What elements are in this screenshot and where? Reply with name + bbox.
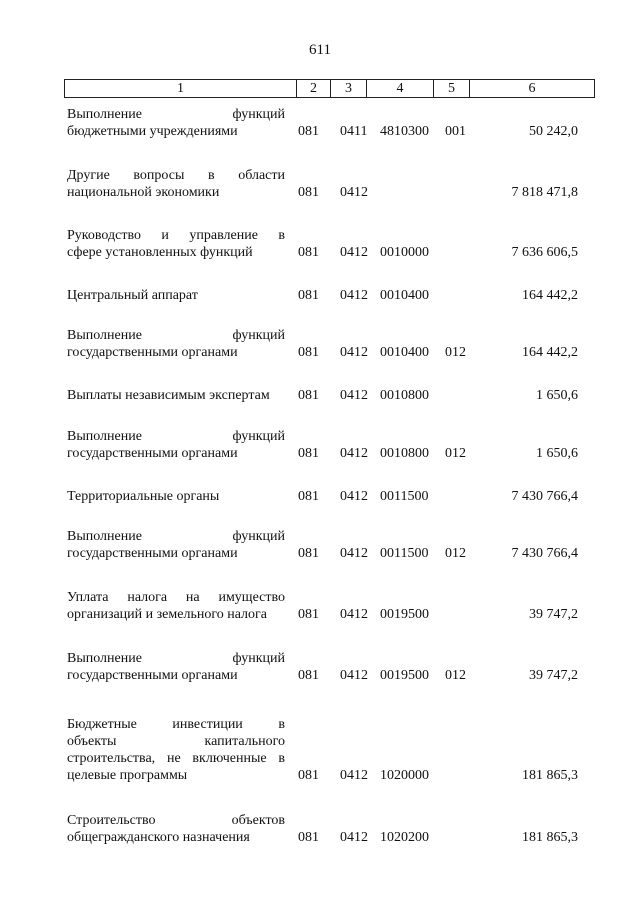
row-description-line: целевые программы [67,768,188,783]
row-description-line: Выполнение функций [67,328,285,343]
cell-col-4: 0019500 [380,668,429,683]
cell-col-2: 081 [298,288,319,303]
cell-col-2: 081 [298,607,319,622]
cell-col-4: 0010800 [380,446,429,461]
cell-col-6: 39 747,2 [529,668,578,683]
cell-col-4: 0010400 [380,345,429,360]
cell-col-5: 012 [445,345,466,360]
row-description [67,650,285,684]
row-description-line: Бюджетные инвестиции в [67,717,285,732]
cell-col-4: 1020200 [380,830,429,845]
cell-col-6: 7 430 766,4 [511,489,578,504]
cell-col-2: 081 [298,185,319,200]
row-description-line: государственными органами [67,446,238,461]
cell-col-3: 0412 [340,607,368,622]
header-col-3: 3 [330,80,366,97]
cell-col-2: 081 [298,345,319,360]
cell-col-3: 0412 [340,288,368,303]
cell-col-3: 0411 [340,124,368,139]
cell-col-5: 012 [445,668,466,683]
cell-col-2: 081 [298,546,319,561]
cell-col-4: 0019500 [380,607,429,622]
cell-col-3: 0412 [340,245,368,260]
cell-col-3: 0412 [340,768,368,783]
cell-col-6: 181 865,3 [522,768,578,783]
cell-col-6: 164 442,2 [522,288,578,303]
cell-col-4: 0010000 [380,245,429,260]
row-description [67,106,285,140]
header-col-1: 1 [177,81,184,96]
cell-col-3: 0412 [340,489,368,504]
row-description [67,528,285,562]
row-description [67,387,285,404]
row-description-line: национальной экономики [67,185,220,200]
header-col-6: 6 [469,80,594,97]
cell-col-6: 7 818 471,8 [511,185,578,200]
cell-col-6: 50 242,0 [529,124,578,139]
cell-col-4: 0011500 [380,546,429,561]
cell-col-6: 181 865,3 [522,830,578,845]
table-header [64,79,595,98]
row-description-line: организаций и земельного налога [67,607,267,622]
cell-col-5: 012 [445,446,466,461]
row-description [67,812,285,846]
row-description [67,428,285,462]
cell-col-6: 1 650,6 [536,388,578,403]
cell-col-3: 0412 [340,345,368,360]
row-description-line: Строительство объектов [67,813,285,828]
cell-col-4: 4810300 [380,124,429,139]
cell-col-3: 0412 [340,830,368,845]
cell-col-3: 0412 [340,668,368,683]
row-description [67,287,285,304]
row-description-line: государственными органами [67,345,238,360]
row-description-line: сфере установленных функций [67,245,253,260]
row-description-line: государственными органами [67,668,238,683]
cell-col-3: 0412 [340,446,368,461]
cell-col-2: 081 [298,668,319,683]
cell-col-2: 081 [298,446,319,461]
cell-col-2: 081 [298,768,319,783]
row-description-line: Территориальные органы [67,489,220,504]
header-col-2: 2 [296,80,330,97]
cell-col-3: 0412 [340,546,368,561]
row-description [67,167,285,201]
cell-col-3: 0412 [340,185,368,200]
cell-col-4: 0010400 [380,288,429,303]
row-description-line: Центральный аппарат [67,288,198,303]
row-description-line: строительства, не включенные в [67,751,285,766]
header-col-5: 5 [433,80,469,97]
header-col-4: 4 [366,80,433,97]
cell-col-4: 1020000 [380,768,429,783]
row-description-line: Выплаты независимым экспертам [67,388,270,403]
cell-col-3: 0412 [340,388,368,403]
row-description-line: Выполнение функций [67,529,285,544]
row-description-line: государственными органами [67,546,238,561]
row-description [67,716,285,784]
cell-col-6: 7 430 766,4 [511,546,578,561]
cell-col-2: 081 [298,388,319,403]
row-description-line: бюджетными учреждениями [67,124,238,139]
cell-col-2: 081 [298,124,319,139]
row-description-line: Выполнение функций [67,107,285,122]
cell-col-6: 164 442,2 [522,345,578,360]
row-description-line: Выполнение функций [67,429,285,444]
cell-col-5: 001 [445,124,466,139]
row-description-line: объекты капитального [67,734,285,749]
row-description-line: Выполнение функций [67,651,285,666]
row-description [67,589,285,623]
page-number: 611 [309,42,331,58]
row-description [67,327,285,361]
cell-col-6: 39 747,2 [529,607,578,622]
row-description-line: общегражданского назначения [67,830,250,845]
cell-col-2: 081 [298,489,319,504]
row-description [67,488,285,505]
row-description-line: Руководство и управление в [67,228,285,243]
cell-col-6: 7 636 606,5 [511,245,578,260]
cell-col-5: 012 [445,546,466,561]
row-description-line: Другие вопросы в области [67,168,285,183]
cell-col-4: 0010800 [380,388,429,403]
cell-col-2: 081 [298,830,319,845]
cell-col-6: 1 650,6 [536,446,578,461]
cell-col-2: 081 [298,245,319,260]
cell-col-4: 0011500 [380,489,429,504]
row-description [67,227,285,261]
row-description-line: Уплата налога на имущество [67,590,285,605]
